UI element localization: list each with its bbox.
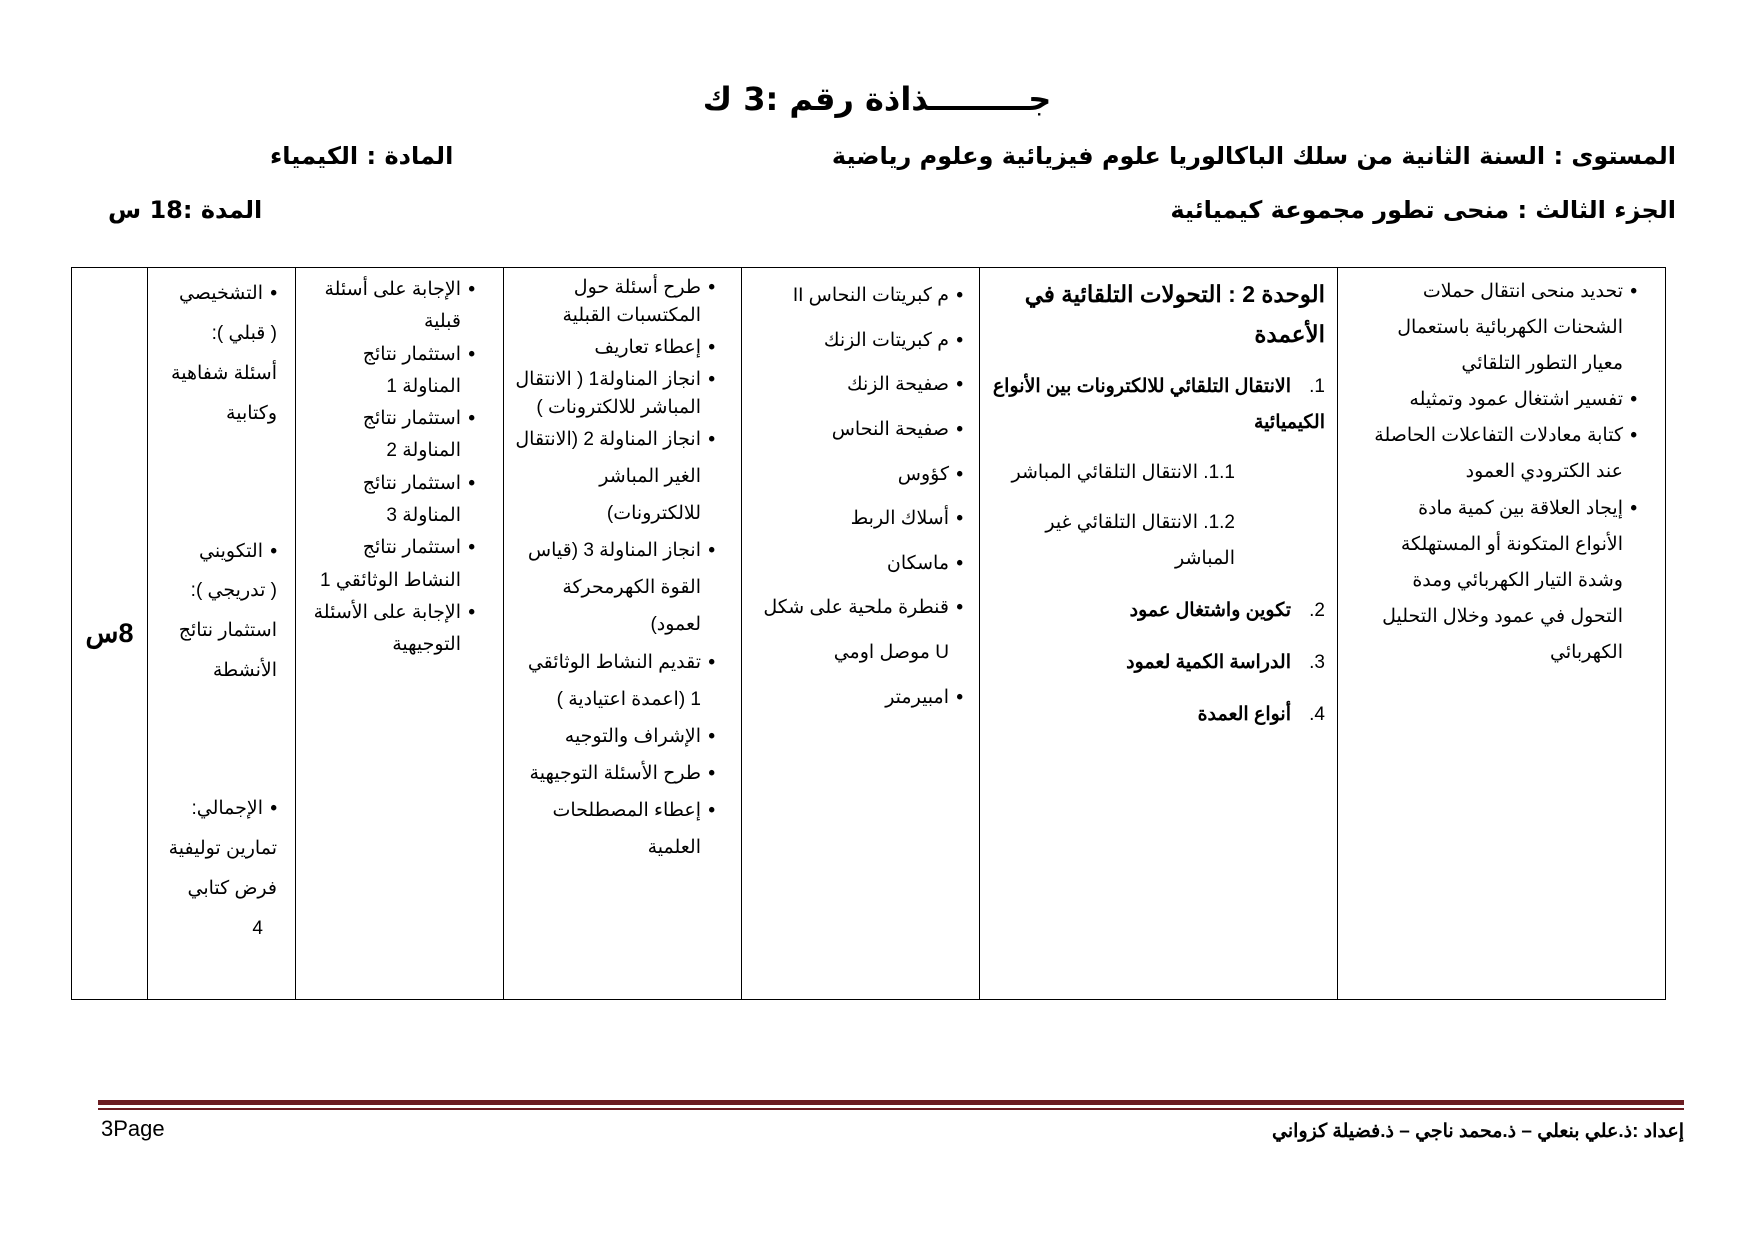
content-text: تكوين واشتغال عمود [1129,599,1291,621]
evaluation-cell [148,268,296,1000]
content-item [990,593,1325,629]
unit-title: الوحدة 2 : التحولات التلقائية في الأعمدة [1024,281,1325,348]
teacher-activity-item: • انجاز المناولة 2 (الانتقال الغير المباشر للالكترونات) [514,421,715,532]
student-activity-item: • استثمار نتائج النشاط الوثائقي 1 [306,532,475,597]
student-activity-item: • استثمار نتائج المناولة 2 [306,403,475,468]
teacher-activity-item: • انجاز المناولة 3 (قياس القوة الكهرمحركة لعمود) [514,532,715,643]
subcontent-item [990,455,1325,491]
footer-authors: إعداد :ذ.علي بنعلي – ذ.محمد ناجي – ذ.فضيلة كزواني [1272,1121,1684,1142]
content-text: الانتقال التلقائي للالكترونات بين الأنواع الكيميائية [992,375,1325,433]
evaluation-diagnostic [158,274,277,314]
objectives-cell [1338,268,1666,1000]
part-heading: الجزء الثالث : منحى تطور مجموعة كيميائية [1170,196,1676,224]
subcontent-text: الانتقال التلقائي المباشر [1011,461,1199,483]
materials-cell [742,268,980,1000]
evaluation-text: استثمار نتائج الأنشطة [178,620,277,682]
content-item [990,697,1325,733]
objective-item: • تفسير اشتغال عمود وتمثيله [1368,382,1637,418]
material-item: • م كبريتات الزنك [752,319,963,364]
page-title: جـــــــــذاذة رقم :3 ك [702,80,1052,118]
duration-heading: المدة :18 س [108,196,263,224]
teacher-activity-item: • طرح الأسئلة التوجيهية [514,755,715,792]
material-item: • أسلاك الربط [752,497,963,542]
content-number: 4. [1309,704,1325,726]
subject-heading: المادة : الكيمياء [270,142,454,170]
material-item: • صفيحة الزنك [752,363,963,408]
student-activity-item: • الإجابة على أسئلة قبلية [306,274,475,339]
subcontent-number: 1.2. [1203,511,1235,533]
evaluation-text: تمارين توليفية [168,838,277,860]
material-item: • صفيحة النحاس [752,408,963,453]
teacher-activity-item: • إعطاء تعاريف [514,329,715,366]
material-item: • ماسكان [752,542,963,587]
teacher-activity-item: • الإشراف والتوجيه [514,718,715,755]
evaluation-label: • الإجمالي: [191,798,263,820]
material-item: • كؤوس [752,453,963,498]
evaluation-number: 4 [252,917,263,939]
evaluation-summative [158,789,277,829]
teacher-activity-item: • طرح أسئلة حول المكتسبات القبلية [514,274,715,329]
subcontent-item [990,505,1325,577]
evaluation-sub: ( تدريجي ): [190,580,277,602]
material-item: • قنطرة ملحية على شكل U موصل اومي [752,586,963,675]
evaluation-text: فرض كتابي [187,877,277,899]
content-item [990,645,1325,681]
teacher-activity-item: • إعطاء المصطلحات العلمية [514,792,715,866]
lesson-plan-table [71,267,1666,1000]
objective-item: • إيجاد العلاقة بين كمية مادة الأنواع المتكونة أو المستهلكة وشدة التيار الكهربائي ومدة التحول في عمود وخلال التحليل الكهربائي [1368,491,1637,671]
evaluation-formative [158,532,277,572]
objective-item: • كتابة معادلات التفاعلات الحاصلة عند الكترودي العمود [1368,418,1637,490]
teacher-activity-item: • تقديم النشاط الوثائقي 1 (اعمدة اعتيادية ) [514,644,715,718]
content-text: الدراسة الكمية لعمود [1126,652,1291,674]
footer-rule [98,1100,1684,1105]
content-item [990,369,1325,577]
content-number: 3. [1309,652,1325,674]
objective-item: • تحديد منحى انتقال حملات الشحنات الكهربائية باستعمال معيار التطور التلقائي [1368,274,1637,382]
content-number: 2. [1309,599,1325,621]
material-item: • امبيرمتر [752,676,963,721]
subcontent-number: 1.1. [1203,461,1235,483]
teacher-activity-item: • انجاز المناولة1 ( الانتقال المباشر للالكترونات ) [514,366,715,421]
evaluation-sub: ( قبلي ): [211,322,277,344]
evaluation-label: • التشخيصي [178,283,263,304]
level-heading: المستوى : السنة الثانية من سلك الباكالوريا علوم فيزيائية وعلوم رياضية [831,142,1676,170]
material-item: • م كبريتات النحاس II [752,274,963,319]
table-row [72,268,1666,1000]
student-activities-cell [296,268,504,1000]
student-activity-item: • استثمار نتائج المناولة 3 [306,468,475,533]
evaluation-label: • التكويني [199,540,263,562]
contents-cell [980,268,1338,1000]
evaluation-text: أسئلة شفاهية وكتابية [171,362,277,424]
content-text: أنواع العمدة [1197,704,1291,726]
content-number: 1. [1309,375,1325,397]
subcontent-text: الانتقال التلقائي غير المباشر [1045,511,1235,569]
teacher-activities-cell [504,268,742,1000]
page-number: 3Page [101,1116,165,1141]
footer-rule-thin [98,1108,1684,1110]
student-activity-item: • استثمار نتائج المناولة 1 [306,339,475,404]
student-activity-item: • الإجابة على الأسئلة التوجيهية [306,597,475,662]
duration-cell: 8س [72,268,148,1000]
